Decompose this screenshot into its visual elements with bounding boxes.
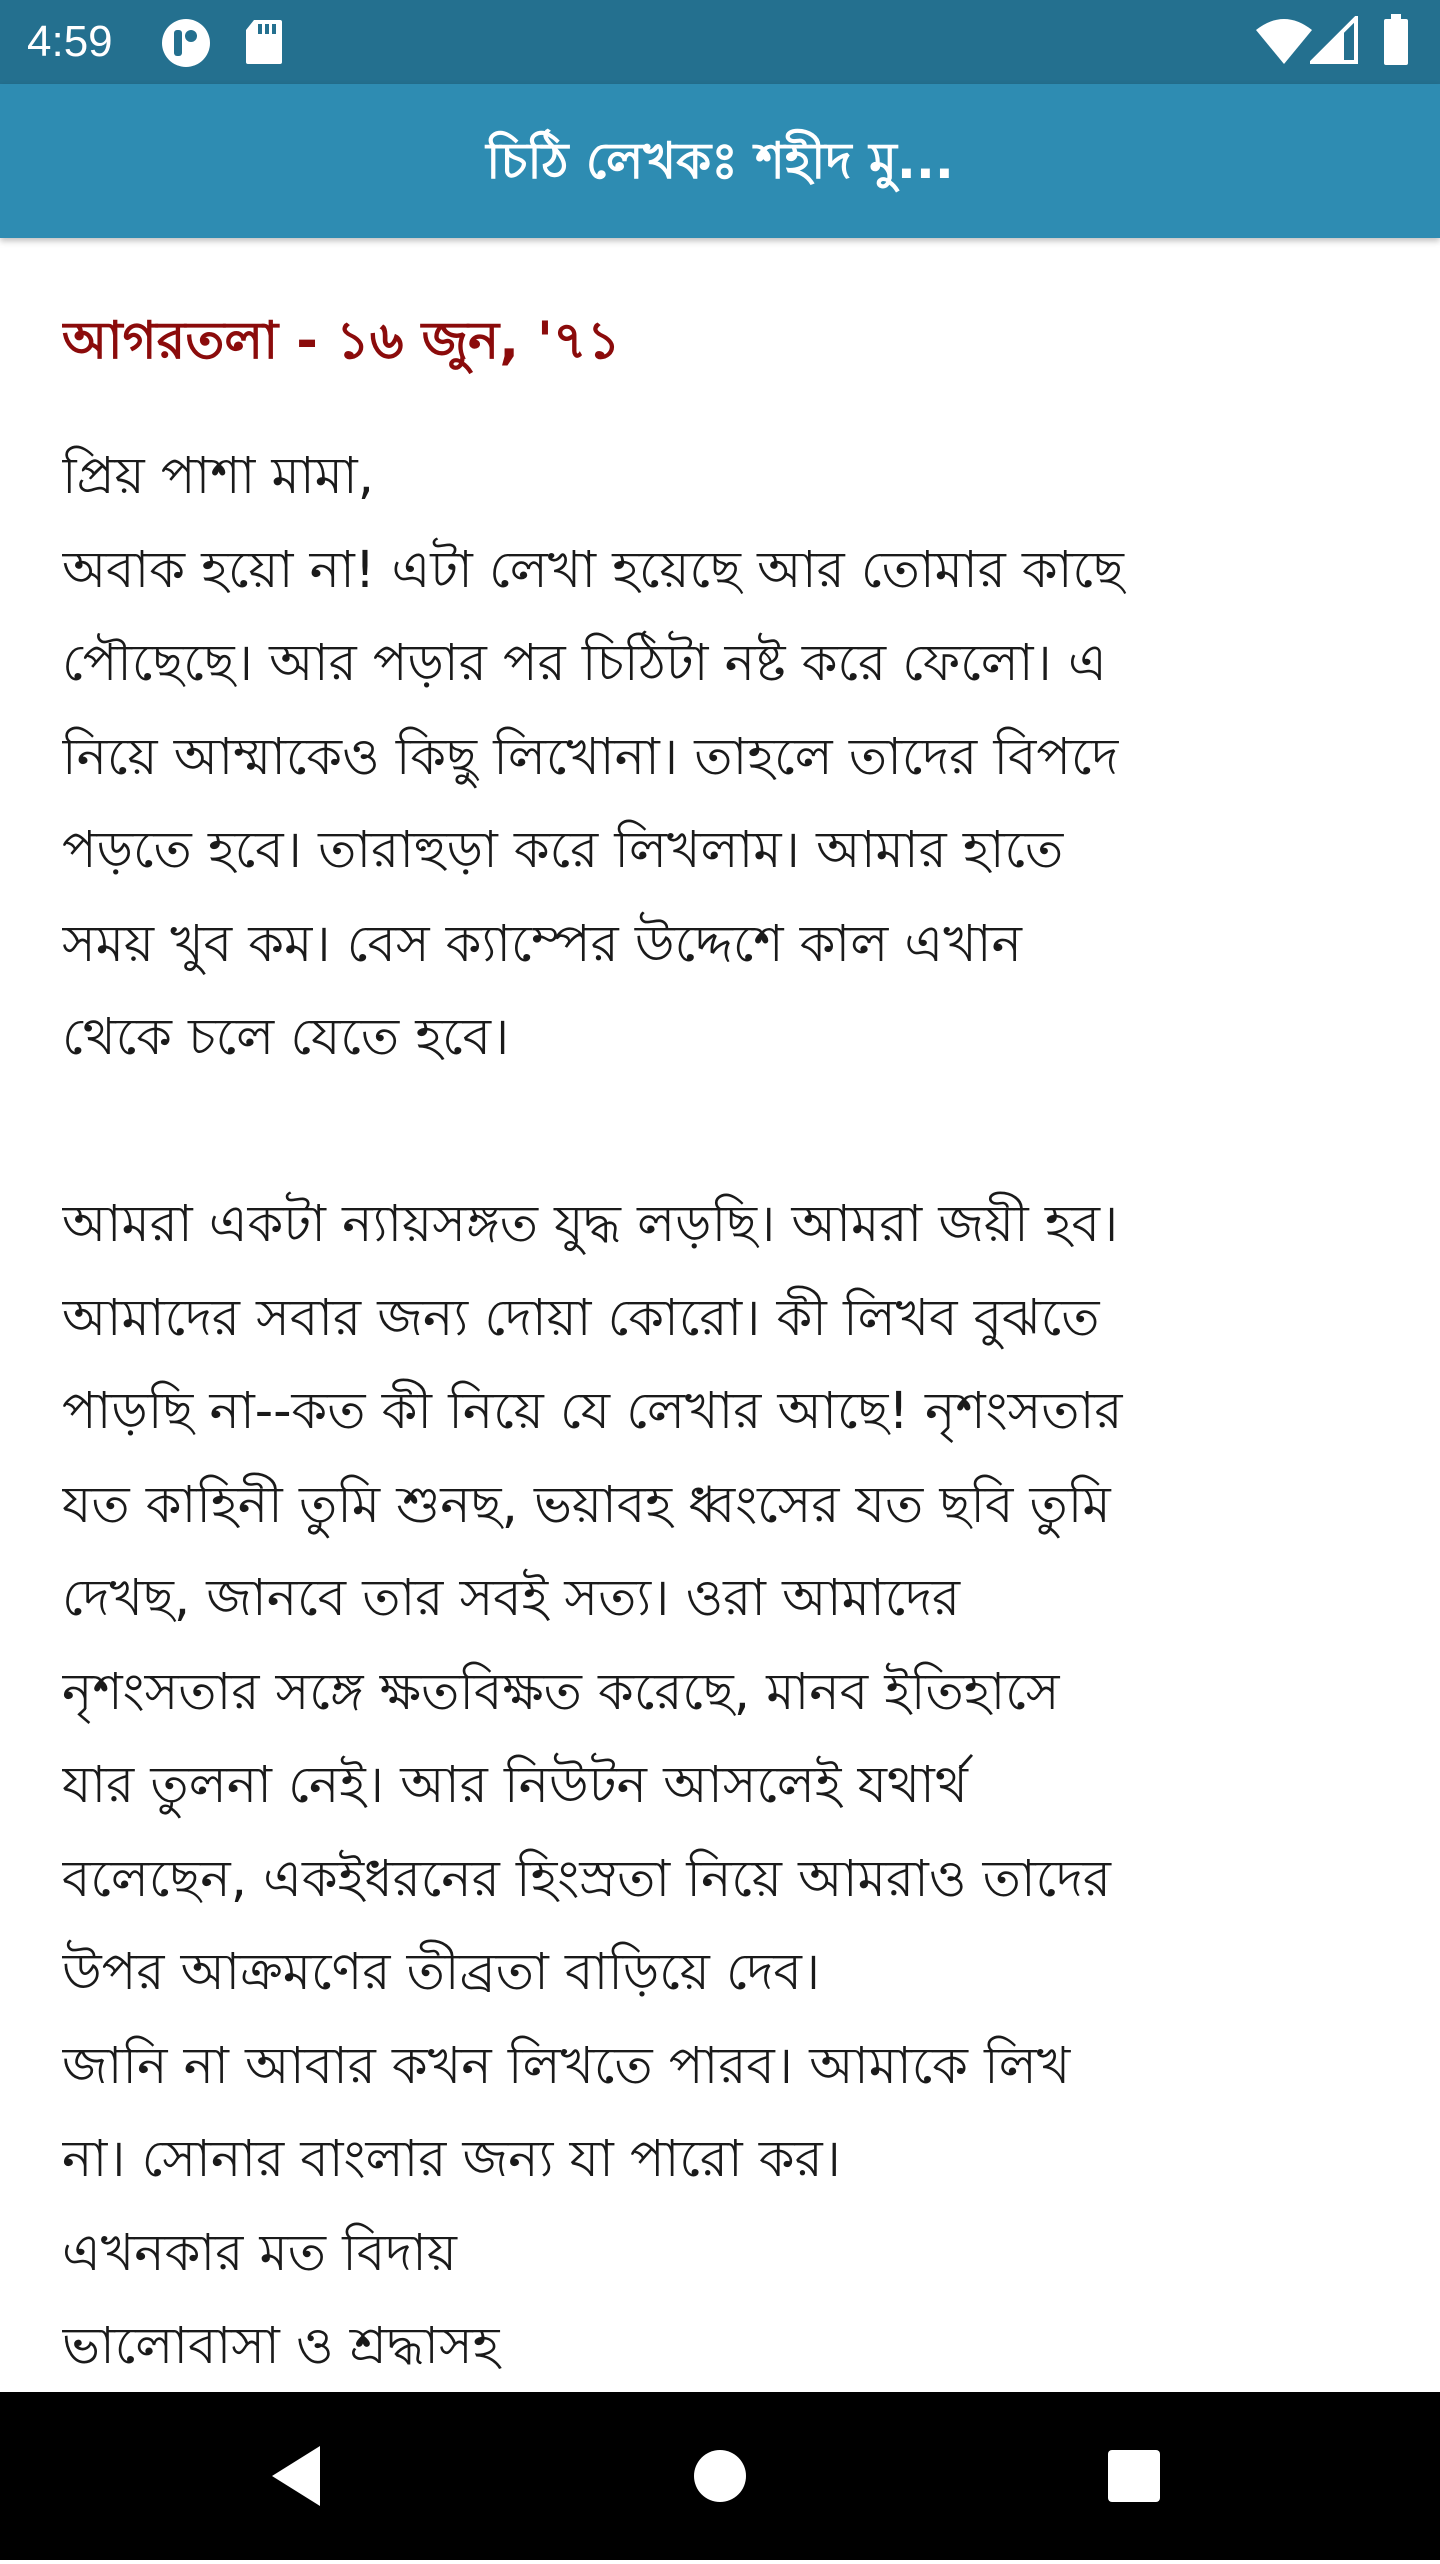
letter-line: যত কাহিনী তুমি শুনছ, ভয়াবহ ধ্বংসের যত ছবি তুমি <box>62 1475 1111 1535</box>
app-notification-icon <box>160 18 212 68</box>
letter-line: এখনকার মত বিদায় <box>62 2223 457 2283</box>
recents-icon <box>1054 2392 1214 2560</box>
home-button[interactable] <box>640 2392 800 2560</box>
letter-line: যার তুলনা নেই। আর নিউটন আসলেই যথার্থ <box>62 1756 968 1815</box>
letter-line: জানি না আবার কখন লিখতে পারব। আমাকে লিখ <box>62 2036 1071 2096</box>
status-bar <box>0 0 1440 84</box>
home-icon <box>640 2392 800 2560</box>
back-button[interactable] <box>220 2392 380 2560</box>
back-icon <box>220 2392 380 2560</box>
wifi-icon <box>1256 18 1312 64</box>
letter-line: না। সোনার বাংলার জন্য যা পারো কর। <box>62 2130 841 2189</box>
letter-line: পড়তে হবে। তারাহুড়া করে লিখলাম। আমার হাতে <box>62 821 1064 880</box>
letter-line: অবাক হয়ো না! এটা লেখা হয়েছে আর তোমার কাছে <box>62 540 1124 600</box>
letter-line: পৌছেছে। আর পড়ার পর চিঠিটা নষ্ট করে ফেলো। এ <box>62 634 1107 693</box>
status-time: 4:59 <box>27 17 113 66</box>
app-bar <box>0 84 1440 238</box>
battery-icon <box>1382 14 1410 66</box>
letter-line: আমরা একটা ন্যায়সঙ্গত যুদ্ধ লড়ছি। আমরা জয়ী হব। <box>62 1195 1119 1254</box>
letter-line: আমাদের সবার জন্য দোয়া কোরো। কী লিখব বুঝতে <box>62 1288 1100 1348</box>
letter-line: নিয়ে আম্মাকেও কিছু লিখোনা। তাহলে তাদের বিপদে <box>62 727 1119 787</box>
letter-line: ভালোবাসা ও শ্রদ্ধাসহ <box>62 2317 500 2376</box>
letter-line: দেখছ, জানবে তার সবই সত্য। ওরা আমাদের <box>62 1569 961 1628</box>
letter-line: উপর আক্রমণের তীব্রতা বাড়িয়ে দেব। <box>62 1943 821 2002</box>
navigation-bar <box>0 2392 1440 2560</box>
letter-body <box>62 430 1378 2392</box>
letter-blank-line <box>62 1085 1378 1179</box>
letter-line: প্রিয় পাশা মামা, <box>62 447 374 506</box>
letter-line: বলেছেন, একইধরনের হিংস্রতা নিয়ে আমরাও তাদের <box>62 1849 1111 1909</box>
letter-line: সময় খুব কম। বেস ক্যাম্পের উদ্দেশে কাল এখান <box>62 914 1022 974</box>
letter-line: পাড়ছি না--কত কী নিয়ে যে লেখার আছে! নৃশংসতার <box>62 1382 1123 1441</box>
letter-line: থেকে চলে যেতে হবে। <box>62 1008 510 1067</box>
letter-line: নৃশংসতার সঙ্গে ক্ষতবিক্ষত করেছে, মানব ইতিহাসে <box>62 1662 1060 1722</box>
page-title: চিঠি লেখকঃ শহীদ মু... <box>486 132 954 190</box>
sd-card-icon <box>244 18 284 66</box>
cellular-signal-icon <box>1310 16 1358 64</box>
recents-button[interactable] <box>1054 2392 1214 2560</box>
letter-content[interactable] <box>62 238 1378 2392</box>
letter-heading: আগরতলা - ১৬ জুন, '৭১ <box>62 311 621 371</box>
